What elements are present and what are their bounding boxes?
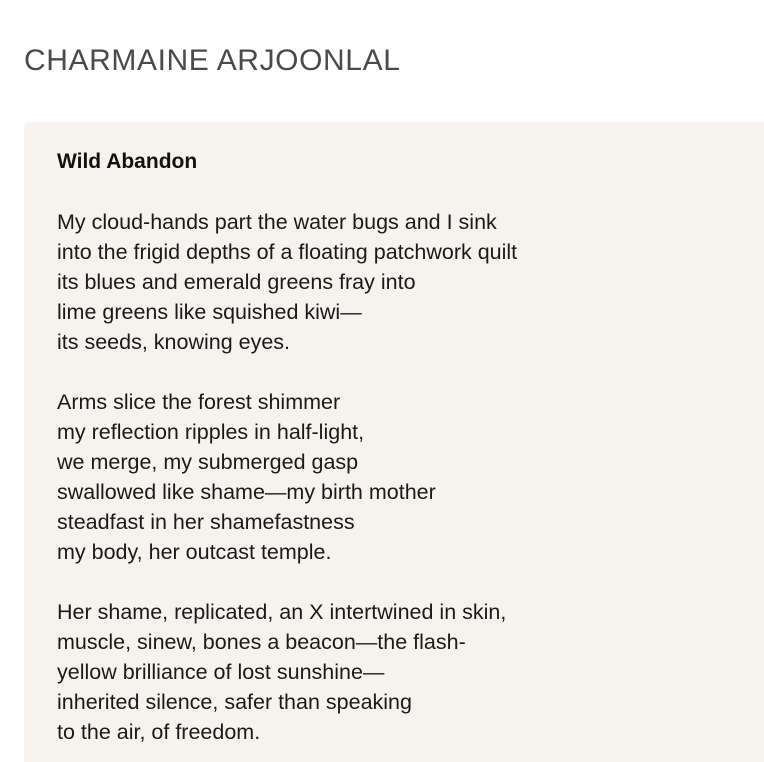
poem-line: we merge, my submerged gasp	[57, 450, 359, 474]
stanza-break	[57, 567, 737, 597]
poem-line: lime greens like squished kiwi—	[57, 300, 362, 324]
poem-title: Wild Abandon	[57, 150, 198, 173]
poem-line: Her shame, replicated, an X intertwined in skin,	[57, 600, 507, 624]
stanza-2	[57, 387, 737, 567]
stanza-1	[57, 207, 737, 357]
poem-line: swallowed like shame—my birth mother	[57, 480, 436, 504]
poem-line: to the air, of freedom.	[57, 720, 261, 744]
poem-line: yellow brilliance of lost sunshine—	[57, 660, 385, 684]
poem-line: muscle, sinew, bones a beacon—the flash-	[57, 630, 466, 654]
poem-line: my reflection ripples in half-light,	[57, 420, 365, 444]
poem-line: my body, her outcast temple.	[57, 540, 332, 564]
poem-line: inherited silence, safer than speaking	[57, 690, 412, 714]
poem-line: My cloud-hands part the water bugs and I sink	[57, 210, 497, 234]
stanza-3	[57, 597, 737, 747]
author-name: CHARMAINE ARJOONLAL	[24, 44, 401, 77]
poem-line: steadfast in her shamefastness	[57, 510, 355, 534]
poem-body	[57, 207, 737, 747]
stanza-break	[57, 357, 737, 387]
poem-line: its seeds, knowing eyes.	[57, 330, 291, 354]
poem-line: its blues and emerald greens fray into	[57, 270, 416, 294]
poem-line: Arms slice the forest shimmer	[57, 390, 341, 414]
poem-line: into the frigid depths of a floating patchwork quilt	[57, 240, 518, 264]
